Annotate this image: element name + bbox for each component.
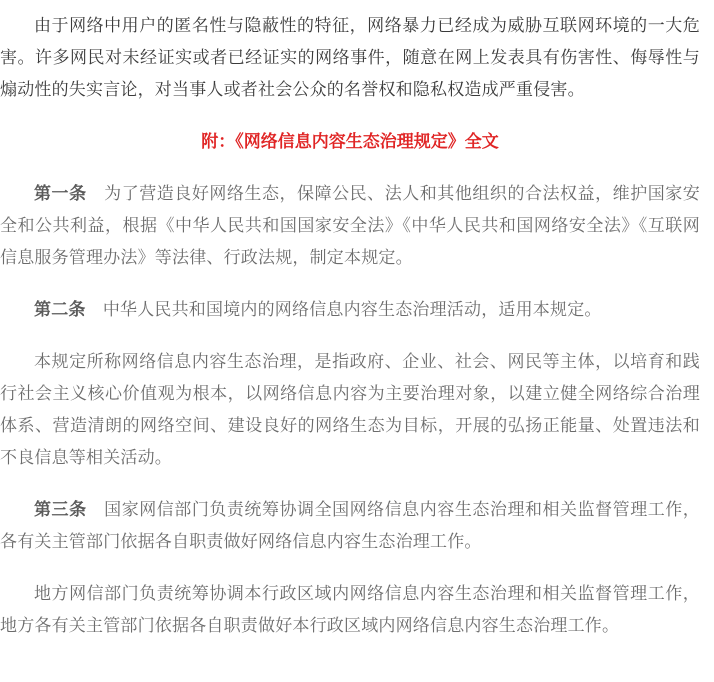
article-3-text: 国家网信部门负责统筹协调全国网络信息内容生态治理和相关监督管理工作，各有关主管部门依据各自职责做好网络信息内容生态治理工作。	[0, 500, 700, 552]
article-1-label: 第一条	[34, 184, 87, 204]
appendix-heading: 附：《网络信息内容生态治理规定》全文	[201, 132, 499, 152]
article-2-text: 中华人民共和国境内的网络信息内容生态治理活动，适用本规定。	[102, 300, 602, 320]
article-2-continuation: 本规定所称网络信息内容生态治理，是指政府、企业、社会、网民等主体，以培育和践行社会主义核心价值观为根本，以网络信息内容为主要治理对象，以建立健全网络综合治理体系、营造清朗的网络空间、建设良好的网络生态为目标，开展的弘扬正能量、处置违法和不良信息等相关活动。	[0, 352, 700, 468]
article-2-label: 第二条	[34, 300, 86, 320]
article-3-label: 第三条	[34, 500, 87, 520]
article-3-continuation: 地方网信部门负责统筹协调本行政区域内网络信息内容生态治理和相关监督管理工作，地方各有关主管部门依据各自职责做好本行政区域内网络信息内容生态治理工作。	[0, 584, 700, 636]
article-2-paragraph	[0, 294, 700, 326]
article-1-paragraph	[0, 178, 700, 274]
article-3-paragraph	[0, 494, 700, 558]
intro-paragraph: 由于网络中用户的匿名性与隐蔽性的特征，网络暴力已经成为威胁互联网环境的一大危害。许多网民对未经证实或者已经证实的网络事件，随意在网上发表具有伤害性、侮辱性与煽动性的失实言论，对当事人或者社会公众的名誉权和隐私权造成严重侵害。	[0, 16, 700, 100]
article-1-text: 为了营造良好网络生态，保障公民、法人和其他组织的合法权益，维护国家安全和公共利益，根据《中华人民共和国国家安全法》《中华人民共和国网络安全法》《互联网信息服务管理办法》等法律、行政法规，制定本规定。	[0, 184, 700, 268]
